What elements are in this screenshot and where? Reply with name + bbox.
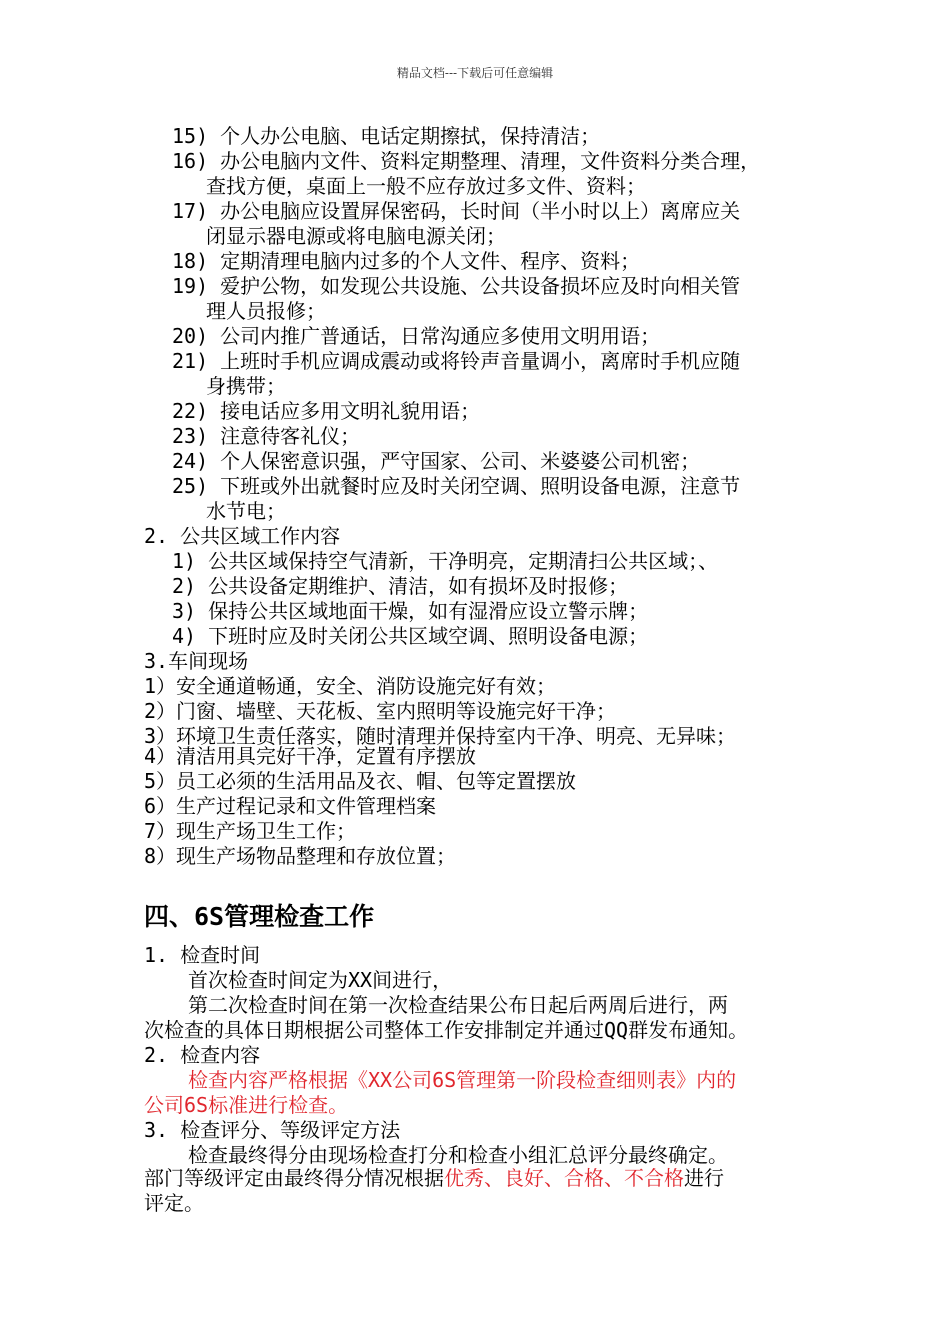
- list-item: 6）生产过程记录和文件管理档案: [144, 794, 437, 818]
- paragraph: 次检查的具体日期根据公司整体工作安排制定并通过QQ群发布通知。: [144, 1018, 749, 1042]
- list-item: 16) 办公电脑内文件、资料定期整理、清理，文件资料分类合理，: [172, 149, 761, 173]
- list-item: 4) 下班时应及时关闭公共区域空调、照明设备电源；: [172, 624, 649, 648]
- list-item: 15) 个人办公电脑、电话定期擦拭，保持清洁；: [172, 124, 601, 148]
- list-item-continuation: 闭显示器电源或将电脑电源关闭；: [206, 224, 506, 248]
- paragraph-text: 部门等级评定由最终得分情况根据: [144, 1166, 444, 1190]
- list-item-continuation: 水节电；: [206, 499, 286, 523]
- paragraph: 第二次检查时间在第一次检查结果公布日起后两周后进行，两: [188, 993, 728, 1017]
- list-item: 3) 保持公共区域地面干燥，如有湿滑应设立警示牌；: [172, 599, 649, 623]
- list-item: 5）员工必须的生活用品及衣、帽、包等定置摆放: [144, 769, 577, 793]
- grade-levels: 优秀、良好、合格、不合格: [444, 1166, 684, 1190]
- paragraph: [144, 1166, 724, 1191]
- highlighted-paragraph: 公司6S标准进行检查。: [144, 1093, 349, 1117]
- list-item: 7）现生产场卫生工作；: [144, 819, 357, 843]
- subsection-title: 3. 检查评分、等级评定方法: [144, 1118, 401, 1142]
- list-item: 19) 爱护公物，如发现公共设施、公共设备损坏应及时向相关管: [172, 274, 741, 298]
- list-item-continuation: 查找方便，桌面上一般不应存放过多文件、资料；: [206, 174, 646, 198]
- list-item: 2) 公共设备定期维护、清洁，如有损坏及时报修；: [172, 574, 629, 598]
- list-item: 22) 接电话应多用文明礼貌用语；: [172, 399, 481, 423]
- chapter-heading: 四、6S管理检查工作: [144, 902, 375, 931]
- paragraph: 评定。: [144, 1191, 204, 1215]
- section-title: 3.车间现场: [144, 649, 249, 673]
- list-item: 18) 定期清理电脑内过多的个人文件、程序、资料；: [172, 249, 641, 273]
- paragraph: 检查最终得分由现场检查打分和检查小组汇总评分最终确定。: [188, 1143, 728, 1167]
- subsection-title: 1. 检查时间: [144, 943, 261, 967]
- list-item-continuation: 理人员报修；: [206, 299, 326, 323]
- highlighted-paragraph: 检查内容严格根据《XX公司6S管理第一阶段检查细则表》内的: [188, 1068, 737, 1092]
- section-title: 2. 公共区域工作内容: [144, 524, 341, 548]
- subsection-title: 2. 检查内容: [144, 1043, 261, 1067]
- list-item: 1）安全通道畅通，安全、消防设施完好有效；: [144, 674, 557, 698]
- list-item: 3）环境卫生责任落实，随时清理并保持室内干净、明亮、无异味；: [144, 724, 737, 748]
- paragraph: 首次检查时间定为XX间进行，: [188, 968, 453, 992]
- list-item: 25) 下班或外出就餐时应及时关闭空调、照明设备电源，注意节: [172, 474, 741, 498]
- page-header: 精品文档---下载后可任意编辑: [396, 66, 554, 80]
- list-item: 23) 注意待客礼仪；: [172, 424, 361, 448]
- list-item: 8）现生产场物品整理和存放位置；: [144, 844, 457, 868]
- list-item-continuation: 身携带；: [206, 374, 286, 398]
- list-item: 24) 个人保密意识强，严守国家、公司、米婆婆公司机密；: [172, 449, 701, 473]
- list-item: 1) 公共区域保持空气清新，干净明亮，定期清扫公共区域；、: [172, 549, 719, 573]
- list-item: 20) 公司内推广普通话，日常沟通应多使用文明用语；: [172, 324, 661, 348]
- list-item: 2）门窗、墙壁、天花板、室内照明等设施完好干净；: [144, 699, 617, 723]
- list-item: 17) 办公电脑应设置屏保密码，长时间（半小时以上）离席应关: [172, 199, 741, 223]
- list-item: 4）清洁用具完好干净，定置有序摆放: [144, 744, 477, 768]
- paragraph-text: 进行: [684, 1166, 724, 1190]
- list-item: 21) 上班时手机应调成震动或将铃声音量调小，离席时手机应随: [172, 349, 741, 373]
